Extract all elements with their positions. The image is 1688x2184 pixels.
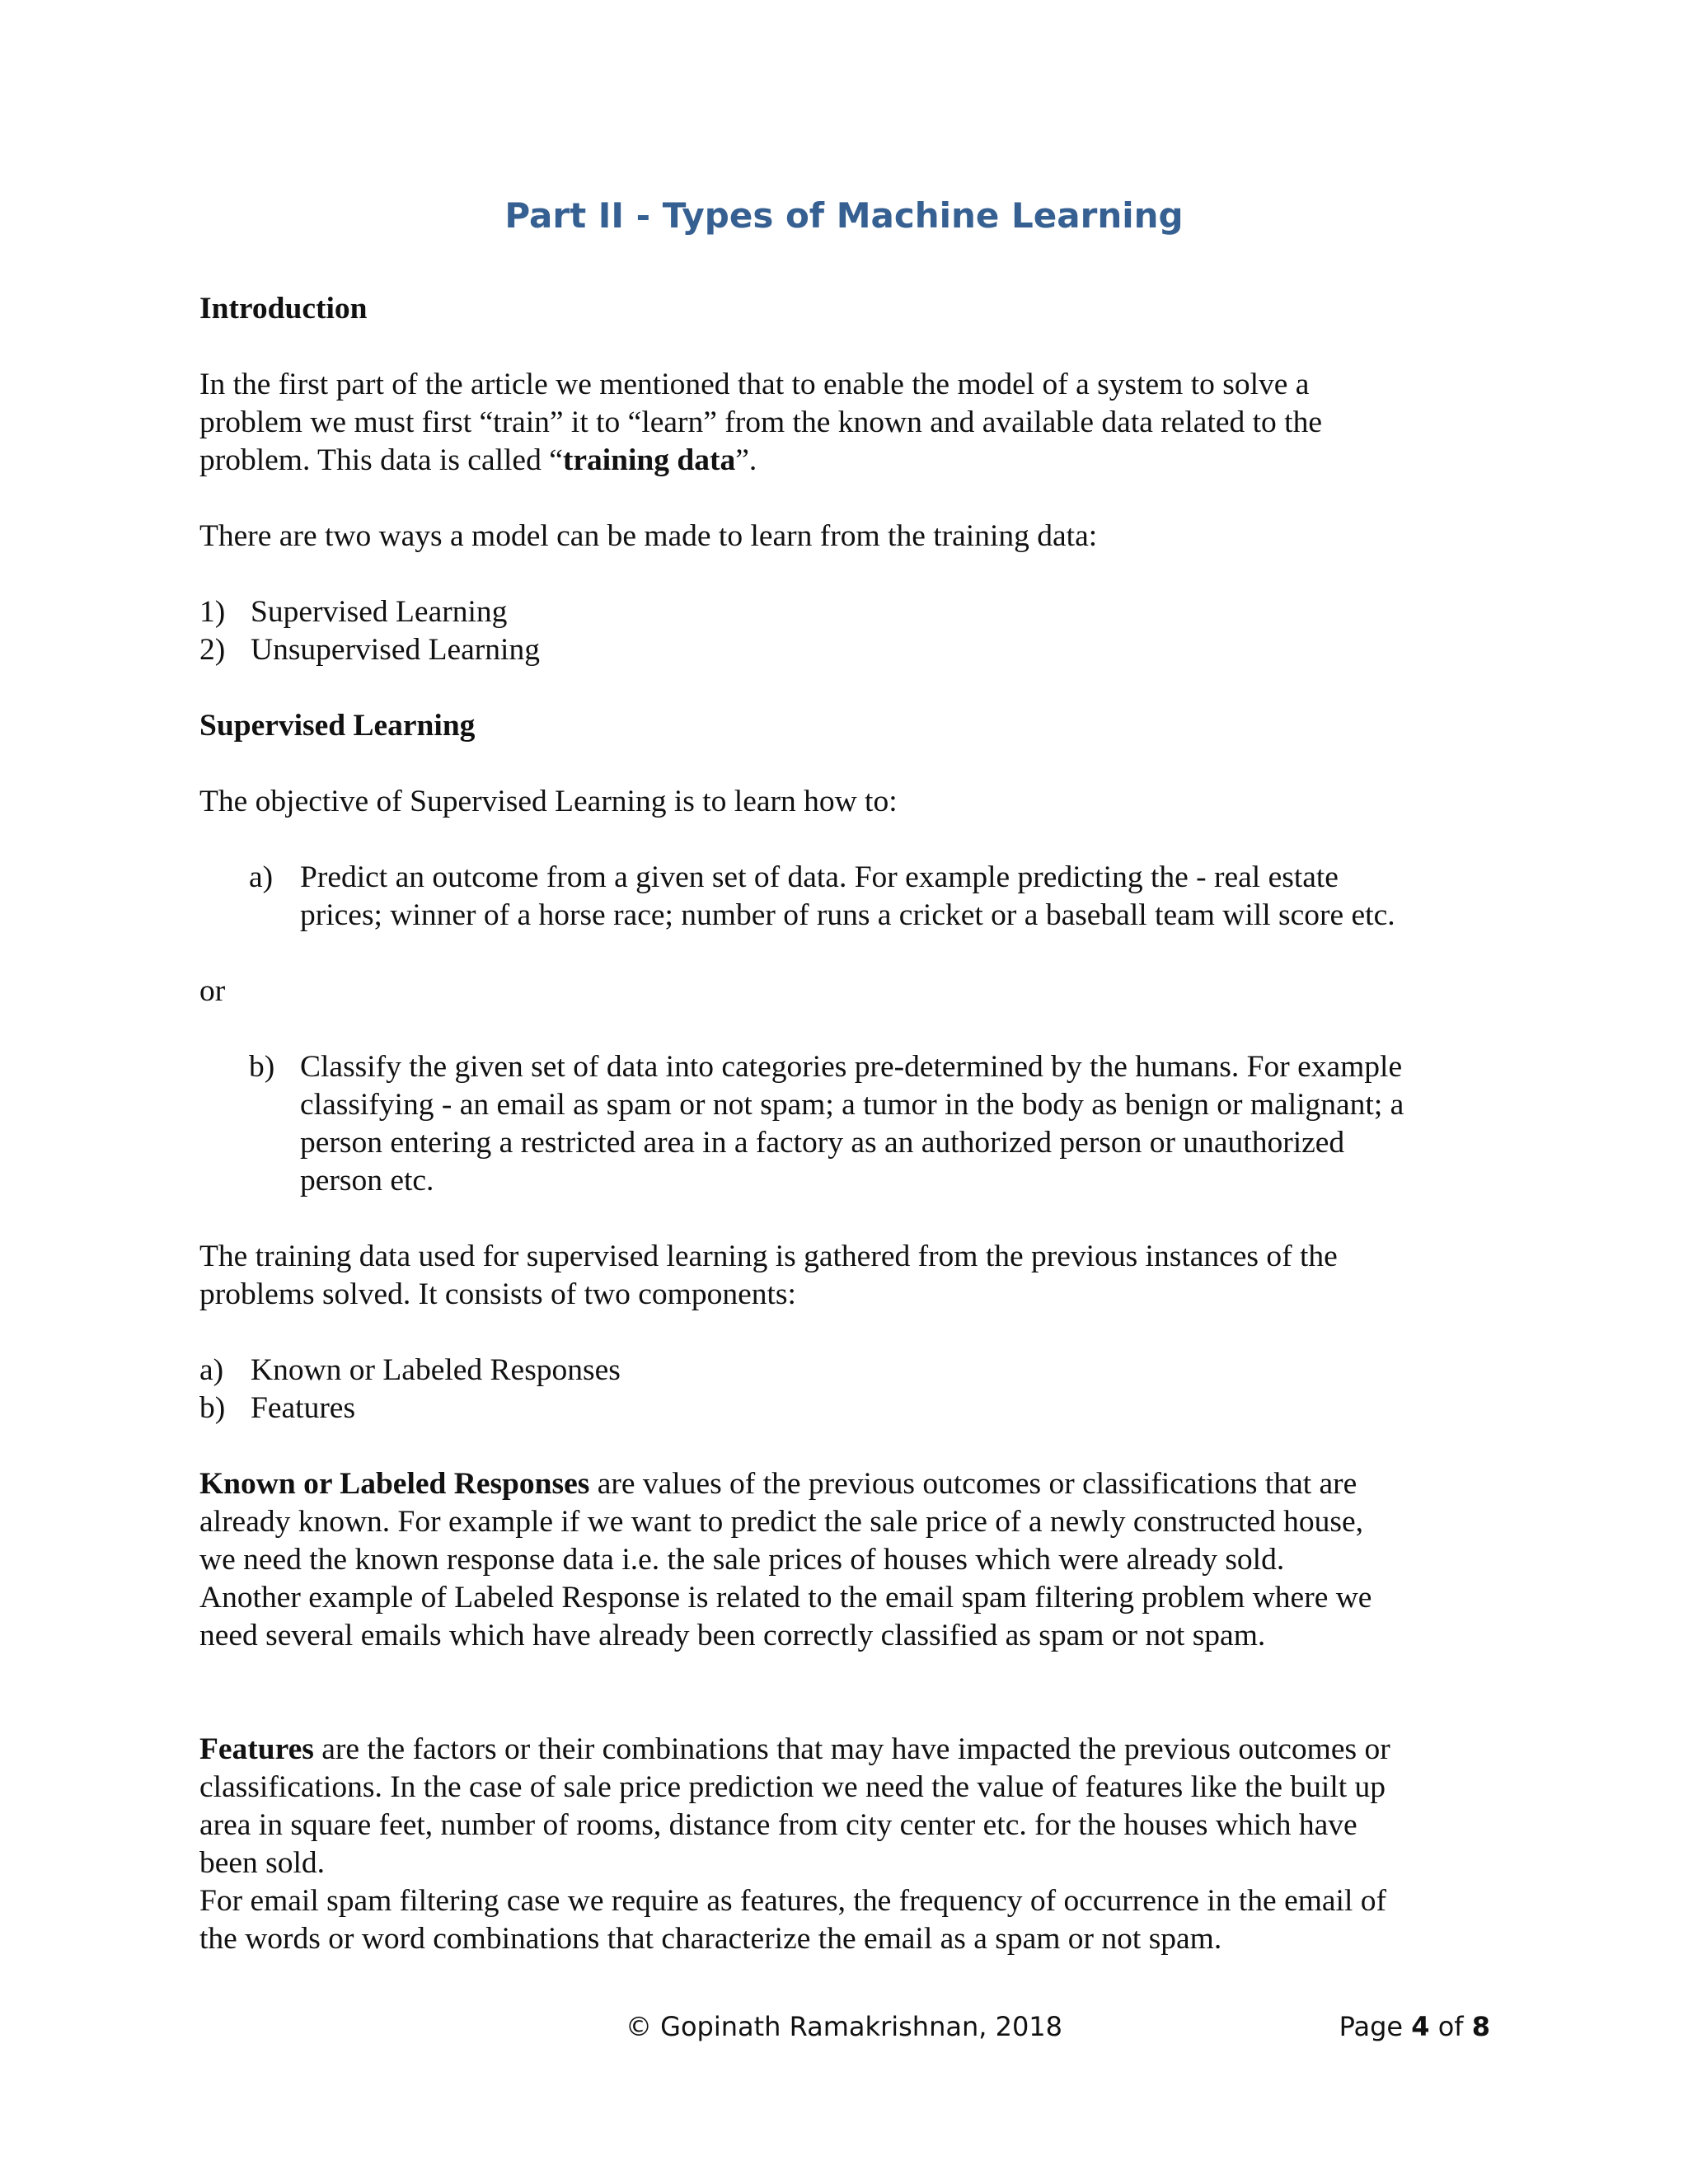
list-item: b) Features (199, 1391, 356, 1425)
intro-line: problem. This data is called “training data”. (199, 443, 757, 477)
list-item: 1) Supervised Learning (199, 595, 508, 629)
known-responses-paragraph: Known or Labeled Responses are values of the previous outcomes or classifications that are already known. For example if we want to predict the sale price of a newly constructed house, we need the known response data i.e. the sale prices of houses which were already sold. Another example of Labeled Response is related to the email spam filtering problem where we need several emails which have already been correctly classified as spam or not spam. (199, 1467, 1372, 1652)
components-list (199, 1352, 621, 1427)
list-item: 2) Unsupervised Learning (199, 633, 540, 667)
features-term: Features (199, 1732, 314, 1766)
training-paragraph: The training data used for supervised learning is gathered from the previous instances of the problems solved. It consists of two components: (199, 1240, 1338, 1311)
ways-list (199, 593, 540, 669)
objective-item-a: a) Predict an outcome from a given set of data. For example predicting the - real estate prices; winner of a horse race; number of runs a cricket or a baseball team will score etc. (249, 860, 1395, 932)
known-responses-term: Known or Labeled Responses (199, 1467, 590, 1501)
supervised-heading: Supervised Learning (199, 709, 476, 743)
objective-paragraph: The objective of Supervised Learning is to learn how to: (199, 785, 898, 818)
intro-line: In the first part of the article we mentioned that to enable the model of a system to solve a (199, 368, 1310, 401)
objective-item-b: b) Classify the given set of data into categories pre-determined by the humans. For example classifying - an email as spam or not spam; a tumor in the body as benign or malignant; a person entering a restricted area in a factory as an authorized person or unauthorized person etc. (249, 1050, 1404, 1197)
page-number: Page 4 of 8 (1339, 2011, 1490, 2042)
intro-line: problem we must first “train” it to “learn” from the known and available data related to the (199, 405, 1322, 439)
list-item: a) Known or Labeled Responses (199, 1353, 621, 1387)
introduction-heading: Introduction (199, 292, 368, 326)
copyright-text: © Gopinath Ramakrishnan, 2018 (625, 2011, 1063, 2042)
intro-paragraph (199, 366, 1322, 480)
or-text: or (199, 974, 226, 1008)
ways-paragraph: There are two ways a model can be made to learn from the training data: (199, 519, 1098, 553)
features-paragraph: Features are the factors or their combinations that may have impacted the previous outcomes or classifications. In the case of sale price prediction we need the value of features like the built up area in square feet, number of rooms, distance from city center etc. for the houses which have been sold. For email spam filtering case we require as features, the frequency of occurrence in the email of the words or word combinations that characterize the email as a spam or not spam. (199, 1732, 1390, 1956)
page-title: Part II - Types of Machine Learning (504, 195, 1184, 236)
training-data-term: training data (562, 443, 736, 477)
